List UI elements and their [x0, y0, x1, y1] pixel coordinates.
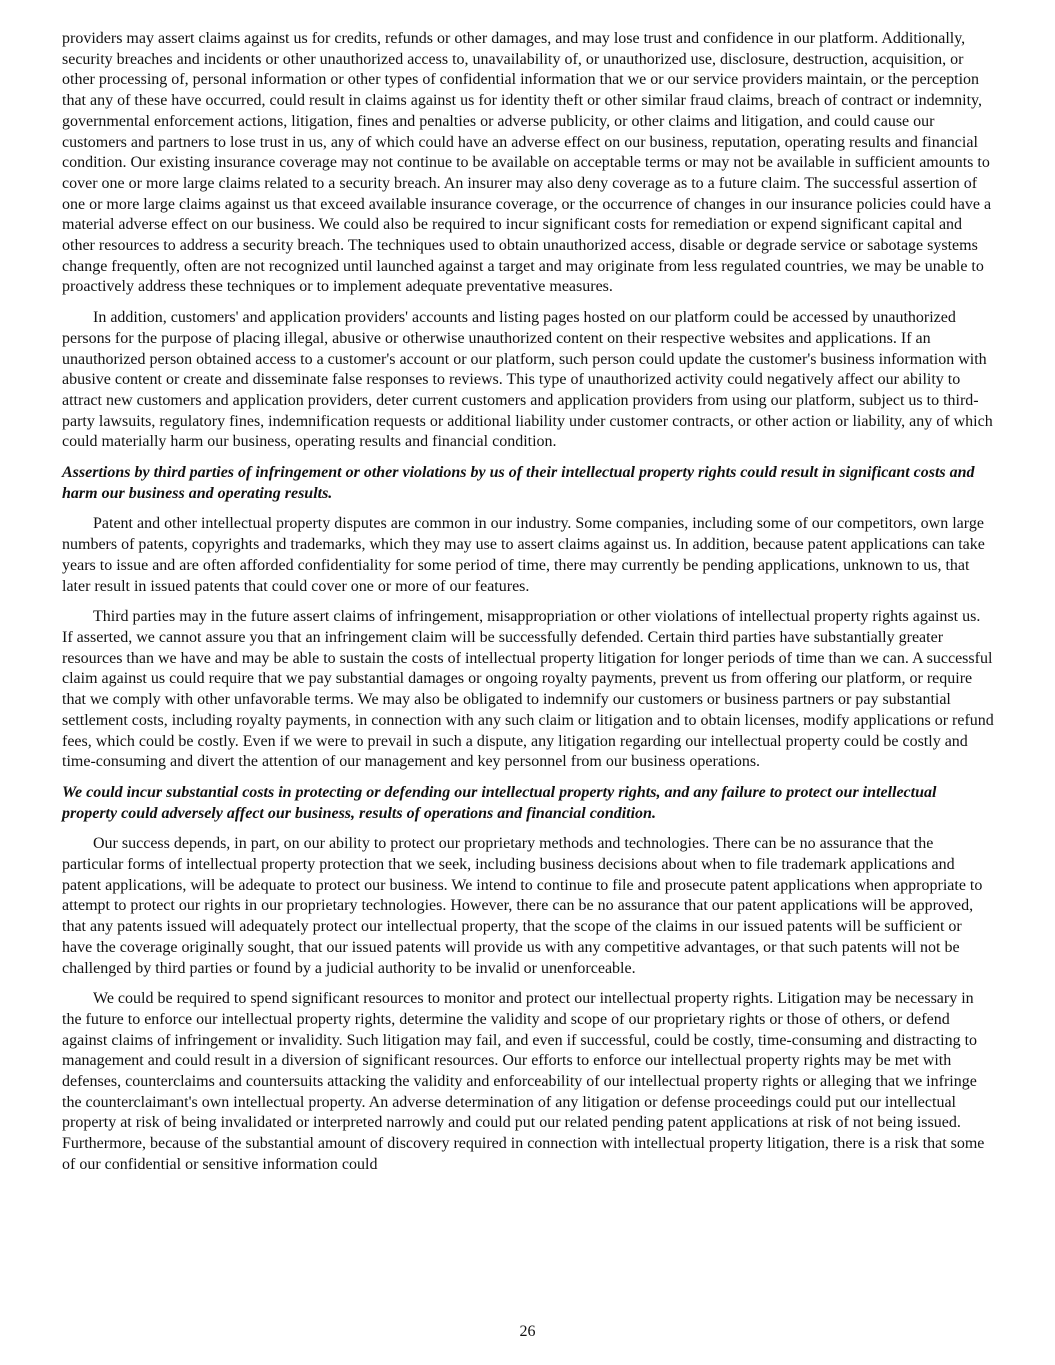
section-heading: We could incur substantial costs in protecting or defending our intellectual property rights, and any failure to protect our intellectual property could adversely affect our business, results of operations and financial condition.: [62, 783, 937, 822]
body-paragraph: providers may assert claims against us for credits, refunds or other damages, and may lose trust and confidence in our platform. Additionally, security breaches and incidents or other unauthorized access to, unavailability of, or unauthorized use, disclosure, destruction, acquisition, or other processing of, personal information or other types of confidential information that we or our service providers maintain, or the perception that any of these have occurred, could result in claims against us for identity theft or other similar fraud claims, breach of contract or indemnity, governmental enforcement actions, litigation, fines and penalties or adverse publicity, or other claims and litigation, and could cause our customers and partners to lose trust in us, any of which could have an adverse effect on our business, reputation, operating results and financial condition. Our existing insurance coverage may not continue to be available on acceptable terms or may not be available in sufficient amounts to cover one or more large claims related to a security breach. An insurer may also deny coverage as to a future claim. The successful assertion of one or more large claims against us that exceed available insurance coverage, or the occurrence of changes in our insurance policies could have a material adverse effect on our business. We could also be required to incur significant costs for remediation or expend significant capital and other resources to address a security breach. The techniques used to obtain unauthorized access, disable or degrade service or sabotage systems change frequently, often are not recognized until launched against a target and may originate from less regulated countries, we may be unable to proactively address these techniques or to implement adequate preventative measures.: [62, 30, 992, 296]
section-heading: Assertions by third parties of infringement or other violations by us of their intellectual property rights could result in significant costs and harm our business and operating results.: [62, 464, 975, 502]
body-paragraph: In addition, customers' and application providers' accounts and listing pages hosted on our platform could be accessed by unauthorized persons for the purpose of placing illegal, abusive or otherwise unauthorized content on their respective websites and applications. If an unauthorized person obtained access to a customer's account or our platform, such person could update the customer's business information with abusive content or create and disseminate false responses to reviews. This type of unauthorized activity could negatively affect our ability to attract new customers and application providers, deter current customers and application providers from using our platform, subject us to third-party lawsuits, regulatory fines, indemnification requests or additional liability under customer contracts, or other action or liability, any of which could materially harm our business, operating results and financial condition.: [62, 309, 993, 451]
body-paragraph: Our success depends, in part, on our ability to protect our proprietary methods and technologies. There can be no assurance that the particular forms of intellectual property protection that we seek, including business decisions about when to file trademark applications and patent applications, will be adequate to protect our business. We intend to continue to file and prosecute patent applications when appropriate to attempt to protect our rights in our proprietary technologies. However, there can be no assurance that our patent applications will be approved, that any patents issued will adequately protect our intellectual property, that the scope of the claims in our issued patents will be sufficient or have the coverage originally sought, that our issued patents will provide us with any competitive advantages, or that such patents will not be challenged by third parties or found by a judicial authority to be invalid or unenforceable.: [62, 835, 983, 977]
body-paragraph: Third parties may in the future assert claims of infringement, misappropriation or other violations of intellectual property rights against us. If asserted, we cannot assure you that an infringement claim will be successfully defended. Certain third parties have substantially greater resources than we have and may be able to sustain the costs of intellectual property litigation for longer periods of time than we can. A successful claim against us could require that we pay substantial damages or ongoing royalty payments, prevent us from offering our platform, or require that we comply with other unfavorable terms. We may also be obligated to indemnify our customers or business partners or pay substantial settlement costs, including royalty payments, in connection with any such claim or litigation and to obtain licenses, modify applications or refund fees, which could be costly. Even if we were to prevail in such a dispute, any litigation regarding our intellectual property could be costly and time-consuming and divert the attention of our management and key personnel from our business operations.: [62, 608, 994, 771]
body-paragraph: We could be required to spend significant resources to monitor and protect our intellectual property rights. Litigation may be necessary in the future to enforce our intellectual property rights, determine the validity and scope of our proprietary rights or those of others, or defend against claims of infringement or invalidity. Such litigation may fail, and even if successful, could be costly, time-consuming and distracting to management and could result in a diversion of significant resources. Our efforts to enforce our intellectual property rights may be met with defenses, counterclaims and countersuits attacking the validity and enforceability of our intellectual property rights or alleging that we infringe the counterclaimant's own intellectual property. An adverse determination of any litigation or defense proceedings could put our intellectual property at risk of being invalidated or interpreted narrowly and could put our related pending patent applications at risk of not being issued. Furthermore, because of the substantial amount of discovery required in connection with intellectual property litigation, there is a risk that some of our confidential or sensitive information could: [62, 990, 985, 1173]
page-number: 26: [519, 1323, 536, 1340]
document-page: [62, 29, 994, 1176]
body-paragraph: Patent and other intellectual property disputes are common in our industry. Some companies, including some of our competitors, own large numbers of patents, copyrights and trademarks, which they may use to assert claims against us. In addition, because patent applications can take years to issue and are often afforded confidentiality for some period of time, there may currently be pending applications, unknown to us, that later result in issued patents that could cover one or more of our features.: [62, 515, 985, 595]
